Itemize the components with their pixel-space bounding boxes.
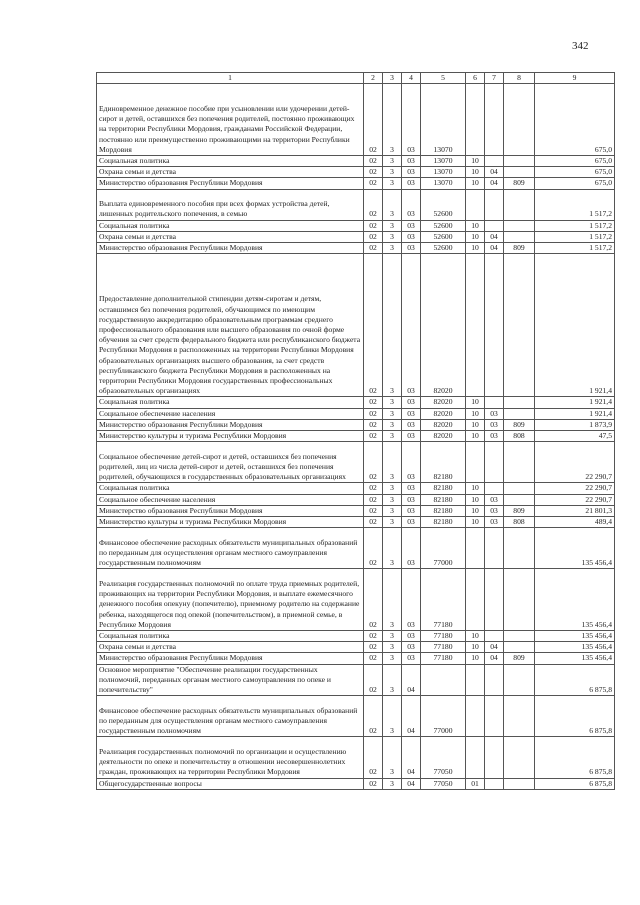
cell-section: 02 <box>364 778 383 789</box>
cell-subprogram: 3 <box>383 778 402 789</box>
cell-chapter: 10 <box>466 631 485 642</box>
cell-subprogram: 3 <box>383 231 402 242</box>
cell-subchapter <box>485 189 504 220</box>
row-name: Предоставление дополнительной стипендии детям-сиротам и детям, оставшимся без попечения родителей, обучающимся по имеющим государственную аккредитацию образовательным программам среднего профессионального образования или высшего образования по очной форме обучения за счет средств федерального бюджета или республиканского бюджета Республики Мордовия в расположенных на территории Республики Мордовия образовательных организациях высшего образования, за счет средств республиканского бюджета Республики Мордовия в расположенных на территории Республики Мордовия государственных профессиональных образовательных организациях <box>97 254 364 397</box>
cell-chapter <box>466 189 485 220</box>
cell-section: 02 <box>364 528 383 569</box>
cell-subchapter <box>485 569 504 631</box>
cell-direction: 77180 <box>421 631 466 642</box>
column-header: 5 <box>421 73 466 84</box>
table-row <box>97 419 615 430</box>
cell-ministry: 809 <box>504 653 535 664</box>
cell-measure: 03 <box>402 483 421 494</box>
cell-subprogram: 3 <box>383 397 402 408</box>
cell-amount: 675,0 <box>535 167 615 178</box>
table-row <box>97 569 615 631</box>
table-row <box>97 408 615 419</box>
cell-measure: 03 <box>402 220 421 231</box>
row-name: Реализация государственных полномочий по организации и осуществлению деятельности по опеке и попечительству в отношении несовершеннолетних граждан, проживающих на территории Республики Мордовия <box>97 737 364 778</box>
cell-section: 02 <box>364 505 383 516</box>
table-row <box>97 494 615 505</box>
cell-measure: 04 <box>402 778 421 789</box>
cell-amount: 21 801,3 <box>535 505 615 516</box>
cell-direction: 13070 <box>421 84 466 156</box>
cell-subchapter: 03 <box>485 494 504 505</box>
cell-subchapter <box>485 254 504 397</box>
cell-direction: 52600 <box>421 243 466 254</box>
cell-amount: 6 875,8 <box>535 778 615 789</box>
cell-amount: 675,0 <box>535 84 615 156</box>
table-body <box>97 84 615 790</box>
cell-subprogram: 3 <box>383 696 402 737</box>
cell-measure: 03 <box>402 178 421 189</box>
cell-subchapter: 04 <box>485 653 504 664</box>
cell-subprogram: 3 <box>383 408 402 419</box>
page-number: 342 <box>572 40 589 52</box>
cell-subprogram: 3 <box>383 569 402 631</box>
table-row <box>97 664 615 696</box>
cell-direction: 13070 <box>421 156 466 167</box>
cell-direction: 82020 <box>421 419 466 430</box>
cell-direction: 77050 <box>421 778 466 789</box>
row-name: Финансовое обеспечение расходных обязательств муниципальных образований по переданным для осуществления органам местного самоуправления государственным полномочиям <box>97 696 364 737</box>
cell-subprogram: 3 <box>383 517 402 528</box>
cell-section: 02 <box>364 397 383 408</box>
cell-ministry: 808 <box>504 517 535 528</box>
table-row <box>97 696 615 737</box>
table-row <box>97 483 615 494</box>
cell-direction: 82180 <box>421 483 466 494</box>
cell-ministry <box>504 408 535 419</box>
cell-measure: 03 <box>402 167 421 178</box>
cell-subchapter <box>485 631 504 642</box>
cell-ministry: 809 <box>504 178 535 189</box>
cell-section: 02 <box>364 419 383 430</box>
cell-amount: 135 456,4 <box>535 569 615 631</box>
cell-subchapter: 03 <box>485 431 504 442</box>
cell-amount: 135 456,4 <box>535 631 615 642</box>
budget-table <box>96 72 615 790</box>
cell-subprogram: 3 <box>383 653 402 664</box>
cell-amount: 675,0 <box>535 178 615 189</box>
row-name: Единовременное денежное пособие при усыновлении или удочерении детей-сирот и детей, оставшихся без попечения родителей, постоянно проживающих на территории Республики Мордовия, гражданами Российской Федерации, постоянно или преимущественно проживающими на территории Республики Мордовия <box>97 84 364 156</box>
cell-amount: 1 517,2 <box>535 243 615 254</box>
cell-subchapter: 04 <box>485 178 504 189</box>
cell-ministry <box>504 156 535 167</box>
cell-direction: 82180 <box>421 505 466 516</box>
cell-chapter: 10 <box>466 494 485 505</box>
cell-measure: 03 <box>402 528 421 569</box>
cell-ministry <box>504 189 535 220</box>
cell-amount: 6 875,8 <box>535 737 615 778</box>
row-name: Выплата единовременного пособия при всех формах устройства детей, лишенных родительского попечения, в семью <box>97 189 364 220</box>
cell-ministry <box>504 220 535 231</box>
table-row <box>97 397 615 408</box>
cell-amount: 1 517,2 <box>535 220 615 231</box>
cell-amount: 1 921,4 <box>535 408 615 419</box>
cell-section: 02 <box>364 243 383 254</box>
cell-subchapter: 04 <box>485 243 504 254</box>
cell-subchapter <box>485 84 504 156</box>
cell-subprogram: 3 <box>383 442 402 483</box>
cell-subprogram: 3 <box>383 494 402 505</box>
cell-amount: 675,0 <box>535 156 615 167</box>
cell-direction: 82020 <box>421 431 466 442</box>
row-name: Основное мероприятие "Обеспечение реализации государственных полномочий, переданных органам местного самоуправления по опеке и попечительству" <box>97 664 364 696</box>
cell-amount: 135 456,4 <box>535 642 615 653</box>
cell-measure: 03 <box>402 631 421 642</box>
column-header: 3 <box>383 73 402 84</box>
cell-subchapter <box>485 156 504 167</box>
cell-ministry <box>504 442 535 483</box>
cell-measure: 04 <box>402 737 421 778</box>
cell-direction: 52600 <box>421 220 466 231</box>
cell-subchapter <box>485 737 504 778</box>
cell-subchapter <box>485 664 504 696</box>
column-header: 8 <box>504 73 535 84</box>
cell-chapter: 10 <box>466 167 485 178</box>
cell-amount: 1 921,4 <box>535 397 615 408</box>
cell-section: 02 <box>364 442 383 483</box>
cell-measure: 03 <box>402 397 421 408</box>
table-row <box>97 84 615 156</box>
cell-subchapter <box>485 778 504 789</box>
cell-chapter <box>466 737 485 778</box>
cell-direction: 82020 <box>421 254 466 397</box>
cell-amount: 6 875,8 <box>535 664 615 696</box>
cell-chapter: 10 <box>466 419 485 430</box>
table-row <box>97 528 615 569</box>
cell-direction: 77050 <box>421 737 466 778</box>
cell-subprogram: 3 <box>383 483 402 494</box>
cell-direction: 52600 <box>421 189 466 220</box>
table-row <box>97 231 615 242</box>
cell-direction: 82180 <box>421 442 466 483</box>
cell-measure: 03 <box>402 517 421 528</box>
cell-chapter <box>466 254 485 397</box>
cell-section: 02 <box>364 231 383 242</box>
cell-direction: 13070 <box>421 178 466 189</box>
cell-subprogram: 3 <box>383 505 402 516</box>
table-row <box>97 631 615 642</box>
cell-amount: 1 517,2 <box>535 189 615 220</box>
cell-amount: 1 873,9 <box>535 419 615 430</box>
cell-amount: 489,4 <box>535 517 615 528</box>
cell-direction: 82020 <box>421 408 466 419</box>
cell-amount: 6 875,8 <box>535 696 615 737</box>
cell-subprogram: 3 <box>383 431 402 442</box>
cell-section: 02 <box>364 664 383 696</box>
cell-amount: 1 921,4 <box>535 254 615 397</box>
table-row <box>97 442 615 483</box>
cell-section: 02 <box>364 431 383 442</box>
cell-ministry: 808 <box>504 431 535 442</box>
cell-measure: 03 <box>402 408 421 419</box>
cell-chapter: 10 <box>466 408 485 419</box>
cell-chapter: 10 <box>466 243 485 254</box>
table-row <box>97 178 615 189</box>
cell-section: 02 <box>364 220 383 231</box>
cell-direction: 77000 <box>421 528 466 569</box>
cell-section: 02 <box>364 84 383 156</box>
cell-section: 02 <box>364 569 383 631</box>
cell-chapter: 01 <box>466 778 485 789</box>
cell-subchapter <box>485 528 504 569</box>
cell-direction: 82180 <box>421 517 466 528</box>
cell-ministry <box>504 397 535 408</box>
cell-amount: 135 456,4 <box>535 528 615 569</box>
row-name: Общегосударственные вопросы <box>97 778 364 789</box>
cell-subchapter: 03 <box>485 408 504 419</box>
cell-ministry <box>504 696 535 737</box>
cell-amount: 22 290,7 <box>535 483 615 494</box>
cell-section: 02 <box>364 653 383 664</box>
cell-section: 02 <box>364 178 383 189</box>
header-row <box>97 73 615 84</box>
cell-section: 02 <box>364 167 383 178</box>
row-name: Министерство образования Республики Мордовия <box>97 243 364 254</box>
cell-ministry <box>504 528 535 569</box>
cell-ministry: 809 <box>504 243 535 254</box>
row-name: Социальное обеспечение населения <box>97 408 364 419</box>
column-header: 2 <box>364 73 383 84</box>
cell-measure: 03 <box>402 254 421 397</box>
row-name: Финансовое обеспечение расходных обязательств муниципальных образований по переданным для осуществления органам местного самоуправления государственным полномочиям <box>97 528 364 569</box>
cell-section: 02 <box>364 642 383 653</box>
cell-subprogram: 3 <box>383 642 402 653</box>
table-row <box>97 737 615 778</box>
table-row <box>97 254 615 397</box>
cell-chapter <box>466 528 485 569</box>
table-row <box>97 243 615 254</box>
cell-measure: 03 <box>402 569 421 631</box>
table-row <box>97 189 615 220</box>
cell-direction: 77180 <box>421 642 466 653</box>
cell-measure: 03 <box>402 642 421 653</box>
row-name: Социальное обеспечение населения <box>97 494 364 505</box>
row-name: Социальная политика <box>97 220 364 231</box>
cell-ministry <box>504 254 535 397</box>
cell-ministry <box>504 483 535 494</box>
cell-subprogram: 3 <box>383 631 402 642</box>
table-row <box>97 642 615 653</box>
row-name: Социальная политика <box>97 156 364 167</box>
cell-ministry <box>504 494 535 505</box>
row-name: Министерство образования Республики Мордовия <box>97 653 364 664</box>
cell-amount: 1 517,2 <box>535 231 615 242</box>
cell-chapter: 10 <box>466 653 485 664</box>
cell-section: 02 <box>364 517 383 528</box>
row-name: Социальная политика <box>97 483 364 494</box>
cell-ministry: 809 <box>504 505 535 516</box>
column-header: 7 <box>485 73 504 84</box>
cell-chapter: 10 <box>466 642 485 653</box>
cell-subprogram: 3 <box>383 167 402 178</box>
table-row <box>97 156 615 167</box>
cell-direction: 77000 <box>421 696 466 737</box>
cell-subprogram: 3 <box>383 178 402 189</box>
table-row <box>97 653 615 664</box>
cell-subchapter <box>485 696 504 737</box>
cell-section: 02 <box>364 189 383 220</box>
cell-ministry <box>504 778 535 789</box>
cell-section: 02 <box>364 494 383 505</box>
cell-chapter: 10 <box>466 156 485 167</box>
table-row <box>97 167 615 178</box>
cell-subchapter: 04 <box>485 642 504 653</box>
row-name: Министерство образования Республики Мордовия <box>97 178 364 189</box>
cell-ministry <box>504 642 535 653</box>
table-row <box>97 431 615 442</box>
cell-subchapter <box>485 220 504 231</box>
table-row <box>97 778 615 789</box>
cell-subchapter: 04 <box>485 167 504 178</box>
cell-chapter <box>466 442 485 483</box>
cell-measure: 03 <box>402 494 421 505</box>
cell-chapter <box>466 569 485 631</box>
cell-chapter: 10 <box>466 178 485 189</box>
cell-subprogram: 3 <box>383 528 402 569</box>
cell-amount: 22 290,7 <box>535 494 615 505</box>
row-name: Министерство образования Республики Мордовия <box>97 505 364 516</box>
cell-measure: 03 <box>402 231 421 242</box>
cell-direction: 82180 <box>421 494 466 505</box>
cell-subchapter <box>485 397 504 408</box>
cell-direction <box>421 664 466 696</box>
row-name: Охрана семьи и детства <box>97 642 364 653</box>
cell-ministry <box>504 84 535 156</box>
cell-ministry <box>504 231 535 242</box>
table-row <box>97 505 615 516</box>
cell-measure: 03 <box>402 156 421 167</box>
row-name: Охрана семьи и детства <box>97 231 364 242</box>
cell-measure: 03 <box>402 419 421 430</box>
cell-subchapter <box>485 483 504 494</box>
cell-subchapter: 03 <box>485 419 504 430</box>
cell-subprogram: 3 <box>383 156 402 167</box>
cell-chapter: 10 <box>466 220 485 231</box>
cell-subprogram: 3 <box>383 419 402 430</box>
cell-direction: 77180 <box>421 653 466 664</box>
row-name: Министерство образования Республики Мордовия <box>97 419 364 430</box>
cell-ministry <box>504 664 535 696</box>
cell-chapter: 10 <box>466 483 485 494</box>
cell-subprogram: 3 <box>383 254 402 397</box>
row-name: Социальное обеспечение детей-сирот и детей, оставшихся без попечения родителей, лиц из числа детей-сирот и детей, оставшихся без попечения родителей, обучающихся в государственных образовательных организациях <box>97 442 364 483</box>
cell-measure: 03 <box>402 189 421 220</box>
table-row <box>97 220 615 231</box>
cell-subprogram: 3 <box>383 84 402 156</box>
cell-section: 02 <box>364 737 383 778</box>
cell-amount: 47,5 <box>535 431 615 442</box>
cell-measure: 03 <box>402 442 421 483</box>
cell-chapter: 10 <box>466 231 485 242</box>
cell-subprogram: 3 <box>383 189 402 220</box>
column-header: 1 <box>97 73 364 84</box>
cell-section: 02 <box>364 254 383 397</box>
cell-measure: 03 <box>402 243 421 254</box>
cell-subprogram: 3 <box>383 664 402 696</box>
cell-chapter: 10 <box>466 517 485 528</box>
cell-amount: 135 456,4 <box>535 653 615 664</box>
cell-ministry: 809 <box>504 419 535 430</box>
cell-ministry <box>504 737 535 778</box>
cell-measure: 04 <box>402 664 421 696</box>
cell-subprogram: 3 <box>383 737 402 778</box>
cell-measure: 04 <box>402 696 421 737</box>
cell-measure: 03 <box>402 84 421 156</box>
cell-direction: 52600 <box>421 231 466 242</box>
row-name: Охрана семьи и детства <box>97 167 364 178</box>
cell-measure: 03 <box>402 505 421 516</box>
cell-chapter <box>466 696 485 737</box>
cell-subchapter: 04 <box>485 231 504 242</box>
cell-chapter <box>466 84 485 156</box>
cell-section: 02 <box>364 483 383 494</box>
column-header: 9 <box>535 73 615 84</box>
cell-subchapter: 03 <box>485 505 504 516</box>
cell-amount: 22 290,7 <box>535 442 615 483</box>
row-name: Социальная политика <box>97 631 364 642</box>
cell-section: 02 <box>364 631 383 642</box>
row-name: Министерство культуры и туризма Республики Мордовия <box>97 431 364 442</box>
cell-ministry <box>504 167 535 178</box>
column-header: 6 <box>466 73 485 84</box>
table-row <box>97 517 615 528</box>
row-name: Министерство культуры и туризма Республики Мордовия <box>97 517 364 528</box>
row-name: Социальная политика <box>97 397 364 408</box>
cell-ministry <box>504 569 535 631</box>
cell-chapter: 10 <box>466 431 485 442</box>
cell-subchapter <box>485 442 504 483</box>
cell-direction: 82020 <box>421 397 466 408</box>
column-header: 4 <box>402 73 421 84</box>
cell-chapter: 10 <box>466 505 485 516</box>
cell-subprogram: 3 <box>383 243 402 254</box>
cell-measure: 03 <box>402 431 421 442</box>
cell-ministry <box>504 631 535 642</box>
cell-chapter <box>466 664 485 696</box>
cell-direction: 77180 <box>421 569 466 631</box>
cell-chapter: 10 <box>466 397 485 408</box>
cell-measure: 03 <box>402 653 421 664</box>
cell-section: 02 <box>364 696 383 737</box>
cell-section: 02 <box>364 408 383 419</box>
cell-section: 02 <box>364 156 383 167</box>
cell-subchapter: 03 <box>485 517 504 528</box>
cell-subprogram: 3 <box>383 220 402 231</box>
row-name: Реализация государственных полномочий по оплате труда приемных родителей, проживающих на территории Республики Мордовия, и выплате ежемесячного денежного пособия опекуну (попечителю), приемному родителю на содержание ребенка, находящегося под опекой (попечительством), в приемной семье, в Республике Мордовия <box>97 569 364 631</box>
cell-direction: 13070 <box>421 167 466 178</box>
